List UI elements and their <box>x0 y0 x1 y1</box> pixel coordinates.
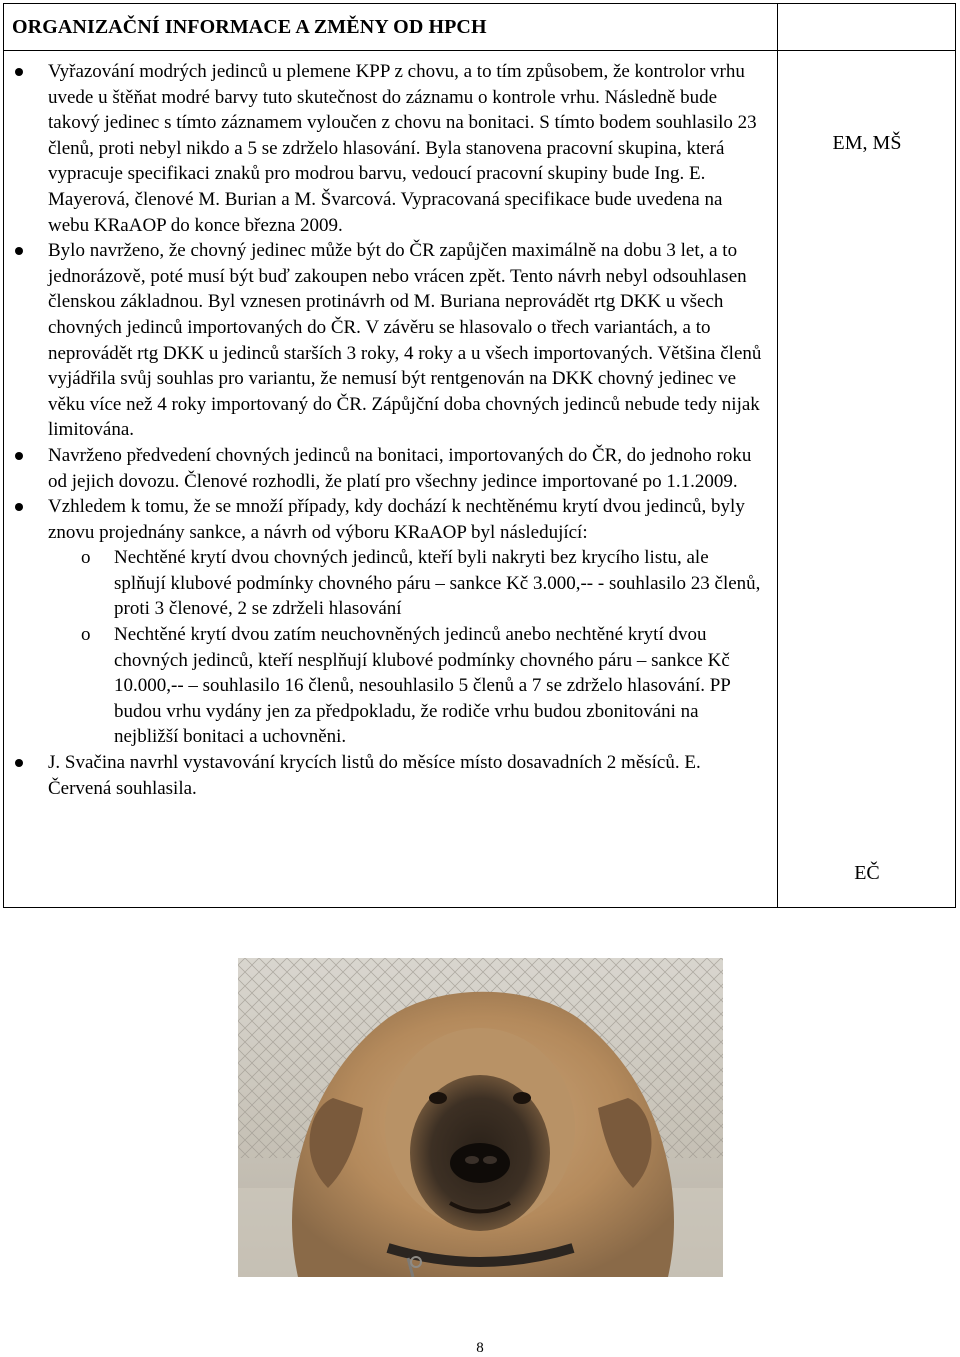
item-text: Vzhledem k tomu, že se množí případy, kdy dochází k nechtěnému krytí dvou jedinců, byly znovu projednány sankce, a návrh od výboru KRaAOP byl následující: <box>48 496 745 543</box>
table-header-row <box>4 4 955 51</box>
responsible-persons-2: EČ <box>854 862 880 884</box>
list-item <box>4 238 764 443</box>
item-text: J. Svačina navrhl vystavování krycích listů do měsíce místo dosavadních 2 měsíců. E. Červená souhlasila. <box>48 752 701 799</box>
dog-photo <box>238 958 723 1277</box>
bullet-icon <box>15 247 23 255</box>
list-item <box>4 443 764 494</box>
page-number: 8 <box>476 1340 484 1356</box>
minutes-table <box>3 3 956 908</box>
bullet-icon <box>15 759 23 767</box>
item-text: Bylo navrženo, že chovný jedinec může být do ČR zapůjčen maximálně na dobu 3 let, a to jednorázově, poté musí být buď zakoupen nebo vrácen zpět. Tento návrh nebyl odsouhlasen členskou základnou. Byl vznesen protinávrh od M. Buriana neprovádět rtg DKK u všech chovných jedinců importovaných do ČR. V závěru se hlasovalo o třech variantách, a to neprovádět rtg DKK u jedinců starších 3 roky, 4 roky a u všech importovaných. Většina členů vyjádřila svůj souhlas pro variantu, že nemusí být rentgenován na DKK chovný jedinec ve věku více než 4 roky importovaný do ČR. Zápůjční doba chovných jedinců nebude tedy nijak limitována. <box>48 240 762 441</box>
section-title: ORGANIZAČNÍ INFORMACE A ZMĚNY OD HPCH <box>12 16 487 38</box>
bullet-icon <box>15 68 23 76</box>
bullet-icon <box>15 452 23 460</box>
items-list <box>4 59 764 801</box>
sub-item-text: Nechtěné krytí dvou chovných jedinců, kteří byli nakryti bez krycího listu, ale splňují klubové podmínky chovného páru – sankce Kč 3.000,-- - souhlasilo 23 členů, proti 3 členové, 2 se zdrželi hlasování <box>114 547 761 620</box>
sub-item-text: Nechtěné krytí dvou zatím neuchovněných jedinců anebo nechtěné krytí dvou chovných jedinců, kteří nesplňují klubové podmínky chovného páru – sankce Kč 10.000,-- – souhlasilo 16 členů, nesouhlasilo 5 členů a 7 se zdrželo hlasování. PP budou vrhu vydány jen za předpokladu, že rodiče vrhu budou zbonitováni na nejbližší bonitaci a uchovněni. <box>114 624 731 748</box>
item-text: Navrženo předvedení chovných jedinců na bonitaci, importovaných do ČR, do jednoho roku od jejich dovozu. Členové rozhodli, že platí pro všechny jedince importované po 1.1.2009. <box>48 444 752 492</box>
sub-list-item <box>4 622 764 750</box>
sub-bullet-icon: o <box>81 624 91 646</box>
list-item <box>4 59 764 238</box>
responsible-persons-1: EM, MŠ <box>832 132 902 154</box>
list-item <box>4 494 764 545</box>
list-item <box>4 750 764 801</box>
sub-list-item <box>4 545 764 622</box>
item-text: Vyřazování modrých jedinců u plemene KPP z chovu, a to tím způsobem, že kontrolor vrhu uvede u štěňat modré barvy tuto skutečnost do záznamu o kontrole vrhu. Následně bude takový jedinec s tímto záznamem vyloučen z chovu na bonitaci. S tímto bodem souhlasilo 23 členů, proti nebyl nikdo a 5 se zdrželo hlasování. Byla stanovena pracovní skupina, která vypracuje specifikaci znaků pro modrou barvu, vedoucí pracovní skupiny bude Ing. E. Mayerová, členové M. Burian a M. Švarcová. Vypracovaná specifikace bude uvedena na webu KRaAOP do konce března 2009. <box>48 61 757 236</box>
bullet-icon <box>15 503 23 511</box>
sub-bullet-icon: o <box>81 547 91 569</box>
